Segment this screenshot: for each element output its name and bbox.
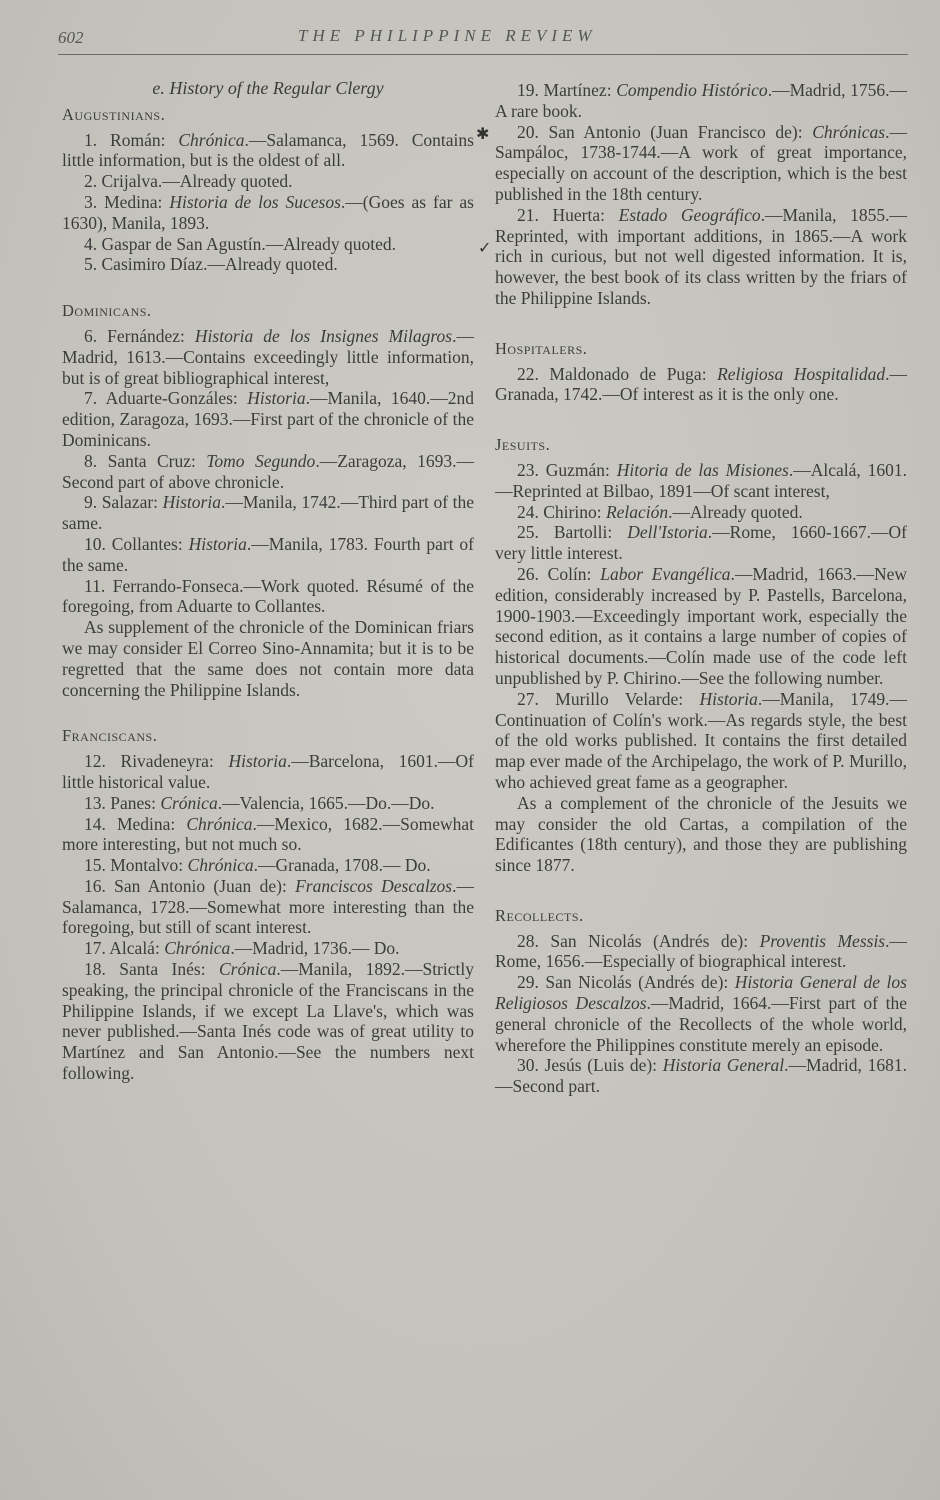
left-column [62, 76, 474, 1084]
bib-entry: 20. San Antonio (Juan Francisco de): Chrónicas.—Sampáloc, 1738-1744.—A work of great importance, especially on account of the description, which is the best published in the 18th century. [495, 121, 907, 204]
bib-entry: 15. Montalvo: Chrónica.—Granada, 1708.— Do. [84, 855, 431, 876]
right-column [495, 80, 907, 1097]
bib-entry: 28. San Nicolás (Andrés de): Proventis Messis.—Rome, 1656.—Especially of biographical interest. [495, 930, 907, 972]
bib-entry: 12. Rivadeneyra: Historia.—Barcelona, 1601.—Of little historical value. [62, 751, 474, 792]
heading-augustinians: Augustinians. [62, 104, 166, 124]
bib-entry: 11. Ferrando-Fonseca.—Work quoted. Résumé of the foregoing, from Aduarte to Collantes. [62, 575, 474, 617]
page-number: 602 [58, 28, 84, 47]
bib-entry: 27. Murillo Velarde: Historia.—Manila, 1749.—Continuation of Colín's work.—As regards style, the best of the old works published. It contains the first detailed map ever made of the Archipelago, the work of P. Murillo, who achieved great fame as a geographer. [495, 688, 907, 792]
hospitalers-entries [495, 364, 907, 406]
bib-entry: 18. Santa Inés: Crónica.—Manila, 1892.—Strictly speaking, the principal chronicle of the Franciscans in the Philippine Islands, if we except La Llave's, which was never published.—Santa Inés code was of great utility to Martínez and San Antonio.—See the numbers next following. [62, 959, 474, 1084]
complement-paragraph: As a complement of the chronicle of the Jesuits we may consider the old Cartas, a compilation of the Edificantes (18th century), and those they are publishing since 1877. [495, 792, 907, 876]
running-title: THE PHILIPPINE REVIEW [298, 26, 597, 45]
bib-entry: 8. Santa Cruz: Tomo Segundo.—Zaragoza, 1693.—Second part of above chronicle. [62, 450, 474, 492]
bib-entry: 4. Gaspar de San Agustín.—Already quoted. [84, 233, 397, 254]
bib-entry: 25. Bartolli: Dell'Istoria.—Rome, 1660-1667.—Of very little interest. [495, 522, 907, 564]
heading-jesuits: Jesuits. [495, 435, 551, 455]
bib-entry: 17. Alcalá: Chrónica.—Madrid, 1736.— Do. [84, 938, 400, 959]
bib-entry: 10. Collantes: Historia.—Manila, 1783. Fourth part of the same. [62, 533, 475, 575]
bib-entry: 21. Huerta: Estado Geográfico.—Manila, 1855.—Reprinted, with important additions, in 1865.—A work rich in curious, but not well digested information. It is, however, the best book of its class written by the friars of the Philippine Islands. [495, 204, 907, 308]
franciscans-entries [62, 751, 474, 1084]
heading-dominicans: Dominicans. [62, 301, 152, 321]
checkmark-icon: ✓ [478, 240, 492, 257]
supplement-paragraph: As supplement of the chronicle of the Dominican friars we may consider El Correo Sino-Annamita; but it is to be regretted that the same does not contain more data concerning the Philippine Islands. [62, 617, 474, 700]
franciscans-continued-entries [495, 80, 907, 309]
bib-entry: 3. Medina: Historia de los Sucesos.—(Goes as far as 1630), Manila, 1893. [62, 191, 474, 233]
augustinians-entries [62, 130, 474, 276]
bib-entry: 22. Maldonado de Puga: Religiosa Hospitalidad.—Granada, 1742.—Of interest as it is the only one. [495, 363, 907, 405]
margin-mark-icon: ✱ [476, 126, 490, 143]
heading-hospitalers: Hospitalers. [495, 338, 588, 358]
bib-entry: 19. Martínez: Compendio Histórico.—Madrid, 1756.—A rare book. [495, 80, 907, 121]
dominicans-entries [62, 326, 474, 700]
bib-entry: 14. Medina: Chrónica.—Mexico, 1682.—Somewhat more interesting, but not much so. [62, 813, 474, 855]
bib-entry: 26. Colín: Labor Evangélica.—Madrid, 1663.—New edition, considerably increased by P. Pastells, Barcelona, 1900-1903.—Exceedingly important work, especially the second edition, as it contains a large number of copies of historical documents.—Colín made use of the code left unpublished by P. Chirino.—See the following number. [495, 563, 908, 688]
bib-entry: 23. Guzmán: Hitoria de las Misiones.—Alcalá, 1601.—Reprinted at Bilbao, 1891—Of scant interest, [495, 459, 907, 501]
bib-entry: 30. Jesús (Luis de): Historia General.—Madrid, 1681.—Second part. [495, 1055, 907, 1097]
bib-entry: 7. Aduarte-Gonzáles: Historia.—Manila, 1640.—2nd edition, Zaragoza, 1693.—First part of the chronicle of the Dominicans. [62, 388, 474, 450]
bib-entry: 6. Fernández: Historia de los Insignes Milagros.—Madrid, 1613.—Contains exceedingly little information, but is of great bibliographical interest, [62, 325, 474, 388]
heading-recollects: Recollects. [495, 905, 584, 925]
bib-entry: 13. Panes: Crónica.—Valencia, 1665.—Do.—Do. [84, 792, 435, 813]
bib-entry: 1. Román: Chrónica.—Salamanca, 1569. Contains little information, but is the oldest of all. [62, 129, 474, 171]
jesuits-entries [495, 460, 907, 876]
bib-entry: 24. Chirino: Relación.—Already quoted. [517, 501, 803, 522]
bib-entry: 29. San Nicolás (Andrés de): Historia General de los Religiosos Descalzos.—Madrid, 1664.—First part of the general chronicle of the Recollects of the whole world, wherefore the Philippines constitute merely an episode. [495, 972, 907, 1055]
subsection-title: e. History of the Regular Clergy [152, 78, 384, 98]
page-header [58, 24, 908, 55]
heading-franciscans: Franciscans. [62, 726, 158, 746]
bib-entry: 9. Salazar: Historia.—Manila, 1742.—Third part of the same. [62, 492, 474, 534]
recollects-entries [495, 931, 907, 1097]
bib-entry: 16. San Antonio (Juan de): Franciscos Descalzos.—Salamanca, 1728.—Somewhat more interesting than the foregoing, but still of scant interest. [62, 875, 474, 938]
bib-entry: 5. Casimiro Díaz.—Already quoted. [84, 254, 338, 275]
bib-entry: 2. Crijalva.—Already quoted. [84, 171, 293, 192]
